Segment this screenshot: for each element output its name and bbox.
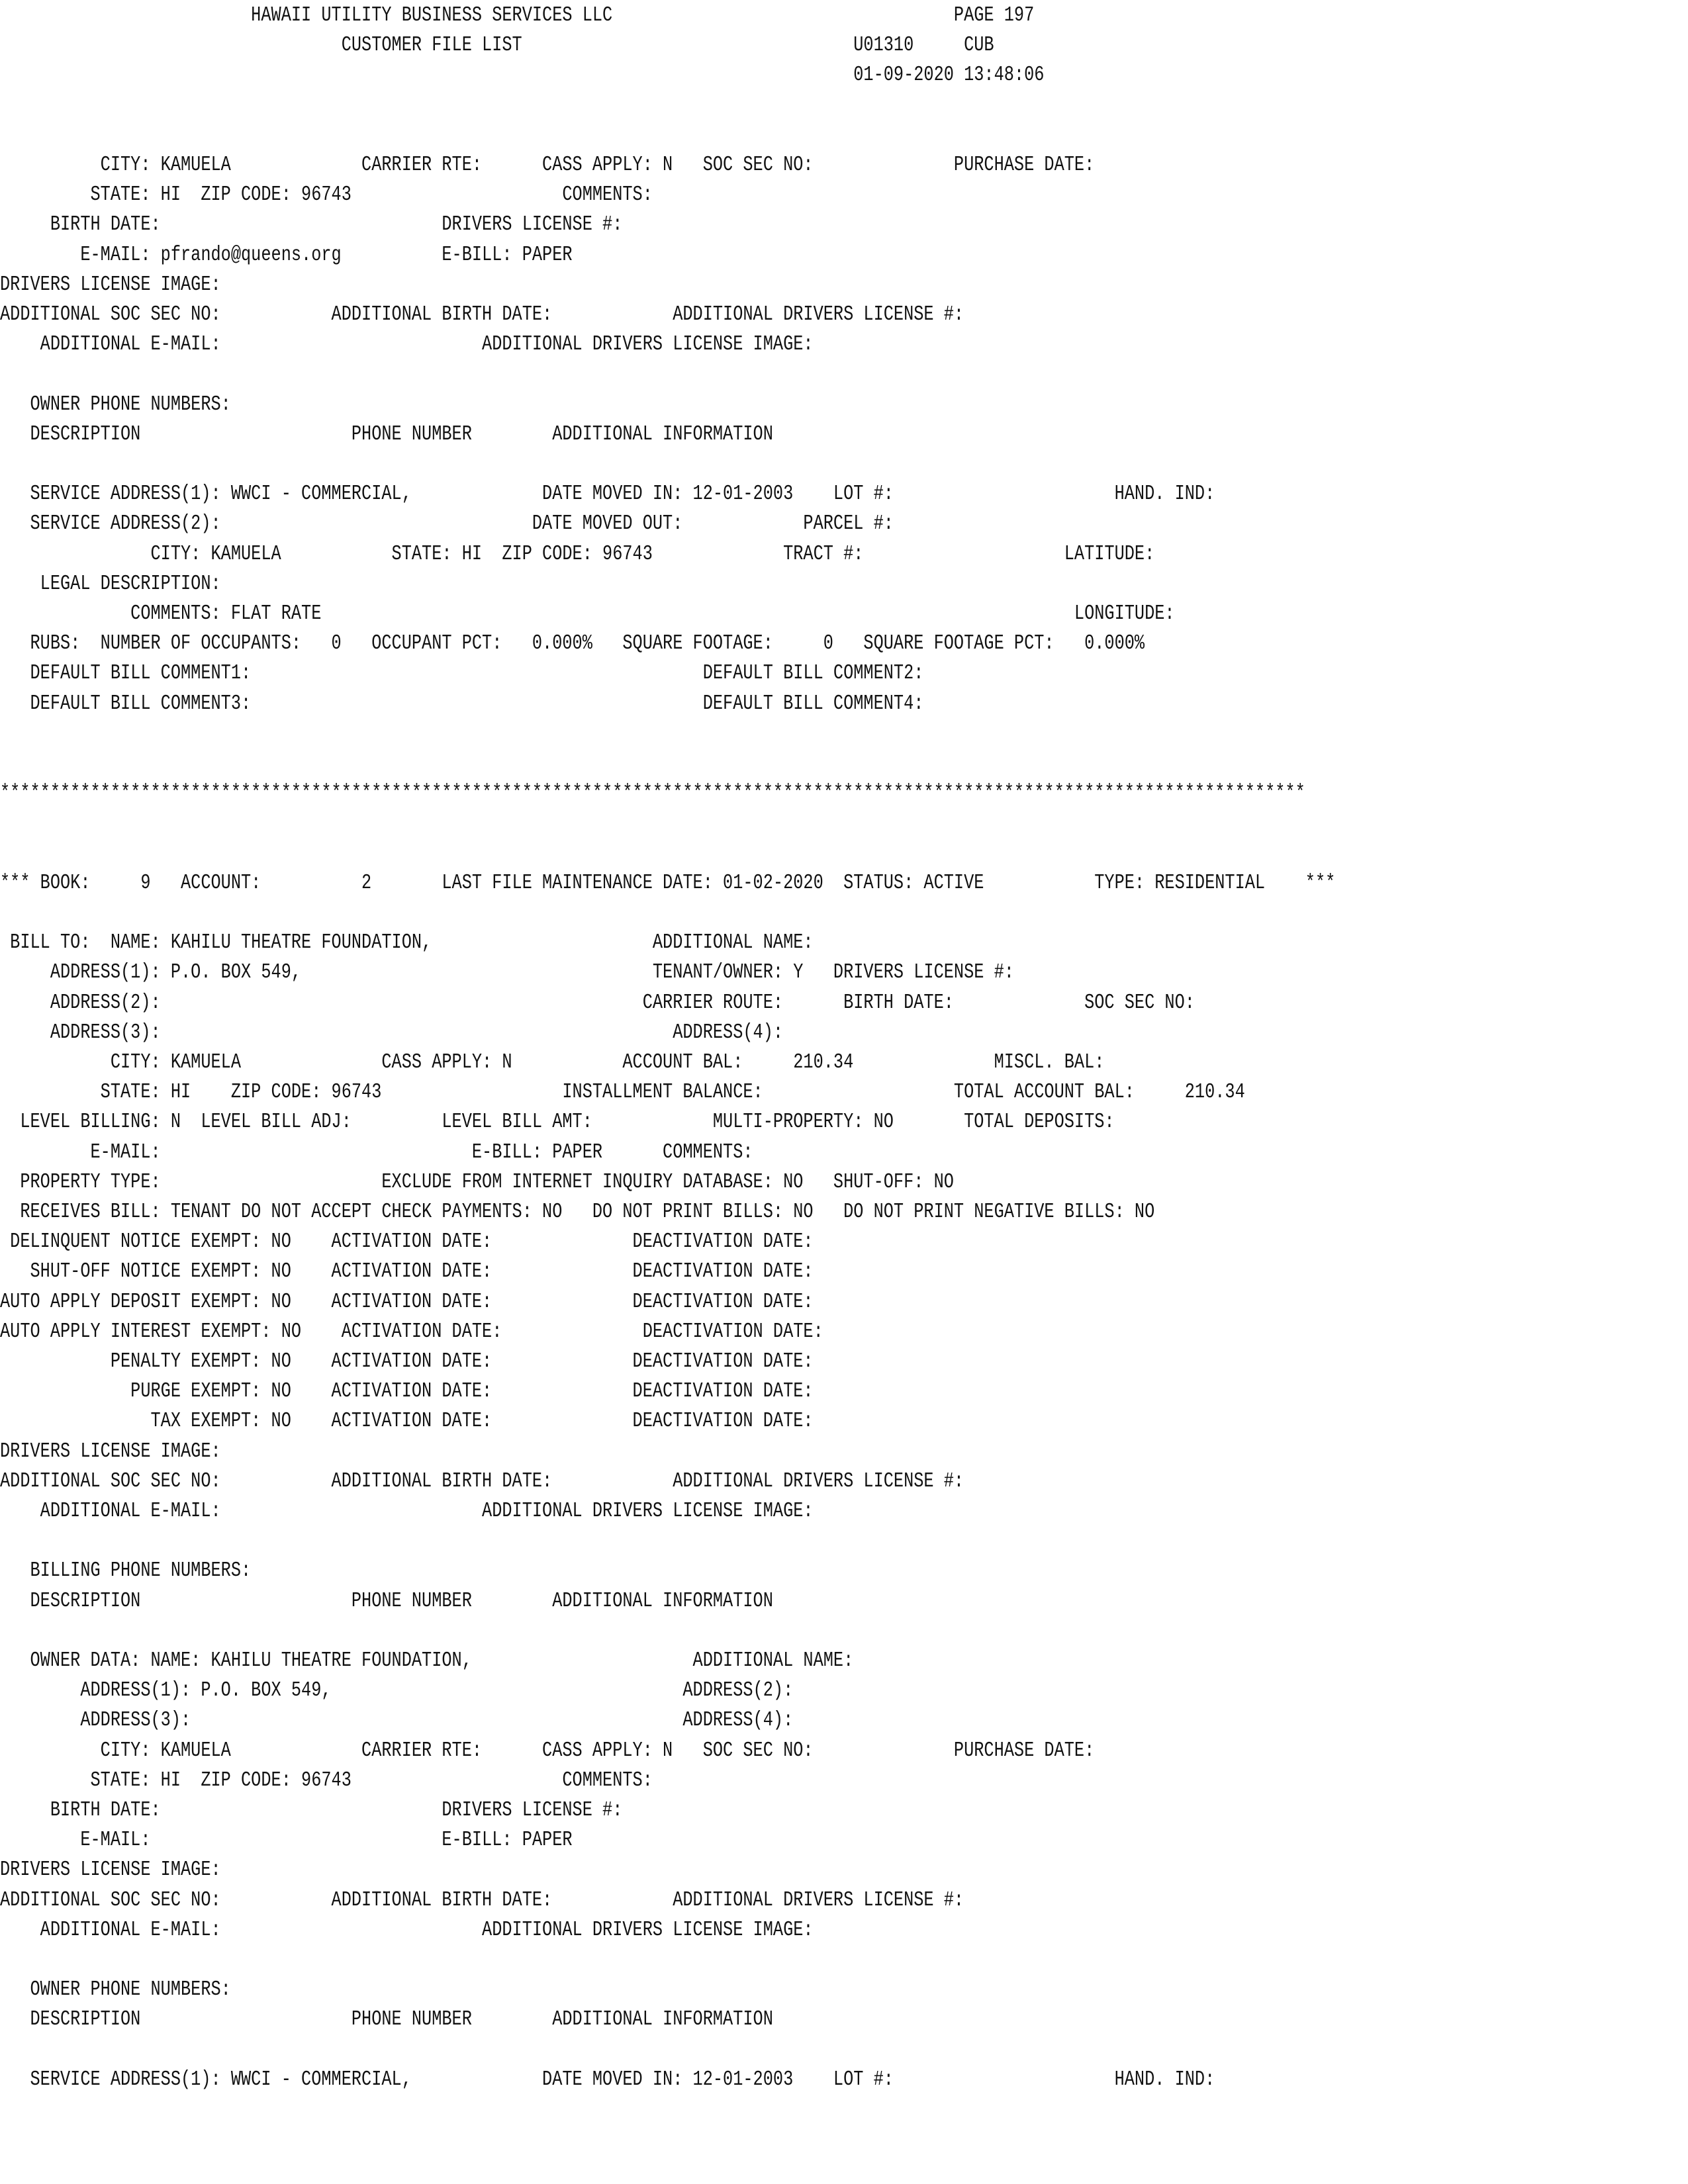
report-line: SERVICE ADDRESS(1): WWCI - COMMERCIAL, DATE MOVED IN: 12-01-2003 LOT #: HAND. IND:: [0, 482, 1215, 506]
report-line: LEGAL DESCRIPTION:: [0, 572, 221, 596]
report-line: SHUT-OFF NOTICE EXEMPT: NO ACTIVATION DATE: DEACTIVATION DATE:: [0, 1260, 814, 1284]
report-line: DESCRIPTION PHONE NUMBER ADDITIONAL INFORMATION: [0, 2008, 773, 2032]
report-line: AUTO APPLY DEPOSIT EXEMPT: NO ACTIVATION DATE: DEACTIVATION DATE:: [0, 1290, 814, 1314]
report-line: TAX EXEMPT: NO ACTIVATION DATE: DEACTIVATION DATE:: [0, 1410, 814, 1433]
report-line: CITY: KAMUELA STATE: HI ZIP CODE: 96743 TRACT #: LATITUDE:: [0, 542, 1155, 566]
report-line: ADDITIONAL SOC SEC NO: ADDITIONAL BIRTH DATE: ADDITIONAL DRIVERS LICENSE #:: [0, 303, 964, 326]
report-line: STATE: HI ZIP CODE: 96743 COMMENTS:: [0, 183, 653, 207]
report-line: DEFAULT BILL COMMENT3: DEFAULT BILL COMMENT4:: [0, 692, 924, 715]
report-line: E-MAIL: E-BILL: PAPER: [0, 1829, 573, 1852]
report-line: RECEIVES BILL: TENANT DO NOT ACCEPT CHECK PAYMENTS: NO DO NOT PRINT BILLS: NO DO NOT PRINT NEGATIVE BILLS: NO: [0, 1201, 1155, 1224]
report-line: ADDRESS(2): CARRIER ROUTE: BIRTH DATE: SOC SEC NO:: [0, 991, 1195, 1015]
report-line: BILLING PHONE NUMBERS:: [0, 1559, 252, 1583]
report-line: LEVEL BILLING: N LEVEL BILL ADJ: LEVEL BILL AMT: MULTI-PROPERTY: NO TOTAL DEPOSITS:: [0, 1111, 1115, 1134]
report-line: ADDRESS(1): P.O. BOX 549, ADDRESS(2):: [0, 1679, 794, 1703]
report-line: RUBS: NUMBER OF OCCUPANTS: 0 OCCUPANT PCT: 0.000% SQUARE FOOTAGE: 0 SQUARE FOOTAGE PCT: 0.000%: [0, 632, 1145, 656]
report-line: STATE: HI ZIP CODE: 96743 INSTALLMENT BALANCE: TOTAL ACCOUNT BAL: 210.34: [0, 1081, 1245, 1105]
report-line: HAWAII UTILITY BUSINESS SERVICES LLC PAGE 197: [0, 4, 1035, 27]
report-line: PURGE EXEMPT: NO ACTIVATION DATE: DEACTIVATION DATE:: [0, 1380, 814, 1404]
report-line: CITY: KAMUELA CASS APPLY: N ACCOUNT BAL: 210.34 MISCL. BAL:: [0, 1051, 1105, 1074]
report-line: AUTO APPLY INTEREST EXEMPT: NO ACTIVATION DATE: DEACTIVATION DATE:: [0, 1320, 823, 1343]
report-line: OWNER PHONE NUMBERS:: [0, 1978, 231, 2002]
report-line: ADDITIONAL E-MAIL: ADDITIONAL DRIVERS LICENSE IMAGE:: [0, 333, 814, 357]
report-line: OWNER DATA: NAME: KAHILU THEATRE FOUNDATION, ADDITIONAL NAME:: [0, 1649, 854, 1672]
report-line: 01-09-2020 13:48:06: [0, 64, 1045, 87]
report-line: **********************************************************************************************************************************: [0, 782, 1305, 805]
report-line: PROPERTY TYPE: EXCLUDE FROM INTERNET INQUIRY DATABASE: NO SHUT-OFF: NO: [0, 1170, 954, 1194]
report-line: ADDITIONAL E-MAIL: ADDITIONAL DRIVERS LICENSE IMAGE:: [0, 1918, 814, 1942]
report-line: DRIVERS LICENSE IMAGE:: [0, 273, 221, 296]
report-line: PENALTY EXEMPT: NO ACTIVATION DATE: DEACTIVATION DATE:: [0, 1350, 814, 1373]
report-line: BILL TO: NAME: KAHILU THEATRE FOUNDATION, ADDITIONAL NAME:: [0, 931, 814, 955]
report-line: ADDITIONAL SOC SEC NO: ADDITIONAL BIRTH DATE: ADDITIONAL DRIVERS LICENSE #:: [0, 1888, 964, 1912]
report-line: CITY: KAMUELA CARRIER RTE: CASS APPLY: N SOC SEC NO: PURCHASE DATE:: [0, 154, 1095, 177]
report-line: BIRTH DATE: DRIVERS LICENSE #:: [0, 213, 623, 237]
report-line: SERVICE ADDRESS(2): DATE MOVED OUT: PARCEL #:: [0, 512, 894, 536]
report-line: E-MAIL: pfrando@queens.org E-BILL: PAPER: [0, 243, 573, 267]
report-line: E-MAIL: E-BILL: PAPER COMMENTS:: [0, 1140, 753, 1164]
report-line: DELINQUENT NOTICE EXEMPT: NO ACTIVATION DATE: DEACTIVATION DATE:: [0, 1230, 814, 1254]
report-line: OWNER PHONE NUMBERS:: [0, 392, 231, 416]
report-line: *** BOOK: 9 ACCOUNT: 2 LAST FILE MAINTENANCE DATE: 01-02-2020 STATUS: ACTIVE TYPE: RESIDENTIAL ***: [0, 871, 1336, 895]
report-line: ADDRESS(3): ADDRESS(4):: [0, 1709, 794, 1733]
report-line: DESCRIPTION PHONE NUMBER ADDITIONAL INFORMATION: [0, 1589, 773, 1613]
report-line: ADDRESS(1): P.O. BOX 549, TENANT/OWNER: Y DRIVERS LICENSE #:: [0, 961, 1014, 985]
report-line: ADDITIONAL SOC SEC NO: ADDITIONAL BIRTH DATE: ADDITIONAL DRIVERS LICENSE #:: [0, 1469, 964, 1493]
report-line: CUSTOMER FILE LIST U01310 CUB: [0, 34, 994, 58]
report-line: ADDITIONAL E-MAIL: ADDITIONAL DRIVERS LICENSE IMAGE:: [0, 1500, 814, 1523]
report-line: ADDRESS(3): ADDRESS(4):: [0, 1021, 784, 1044]
report-line: DESCRIPTION PHONE NUMBER ADDITIONAL INFORMATION: [0, 422, 773, 446]
report-line: COMMENTS: FLAT RATE LONGITUDE:: [0, 602, 1175, 625]
report-line: DRIVERS LICENSE IMAGE:: [0, 1439, 221, 1463]
report-line: DEFAULT BILL COMMENT1: DEFAULT BILL COMMENT2:: [0, 662, 924, 686]
report-line: BIRTH DATE: DRIVERS LICENSE #:: [0, 1799, 623, 1822]
report-line: CITY: KAMUELA CARRIER RTE: CASS APPLY: N SOC SEC NO: PURCHASE DATE:: [0, 1739, 1095, 1762]
report-line: SERVICE ADDRESS(1): WWCI - COMMERCIAL, DATE MOVED IN: 12-01-2003 LOT #: HAND. IND:: [0, 2068, 1215, 2091]
report-line: STATE: HI ZIP CODE: 96743 COMMENTS:: [0, 1768, 653, 1792]
report-line: DRIVERS LICENSE IMAGE:: [0, 1858, 221, 1882]
